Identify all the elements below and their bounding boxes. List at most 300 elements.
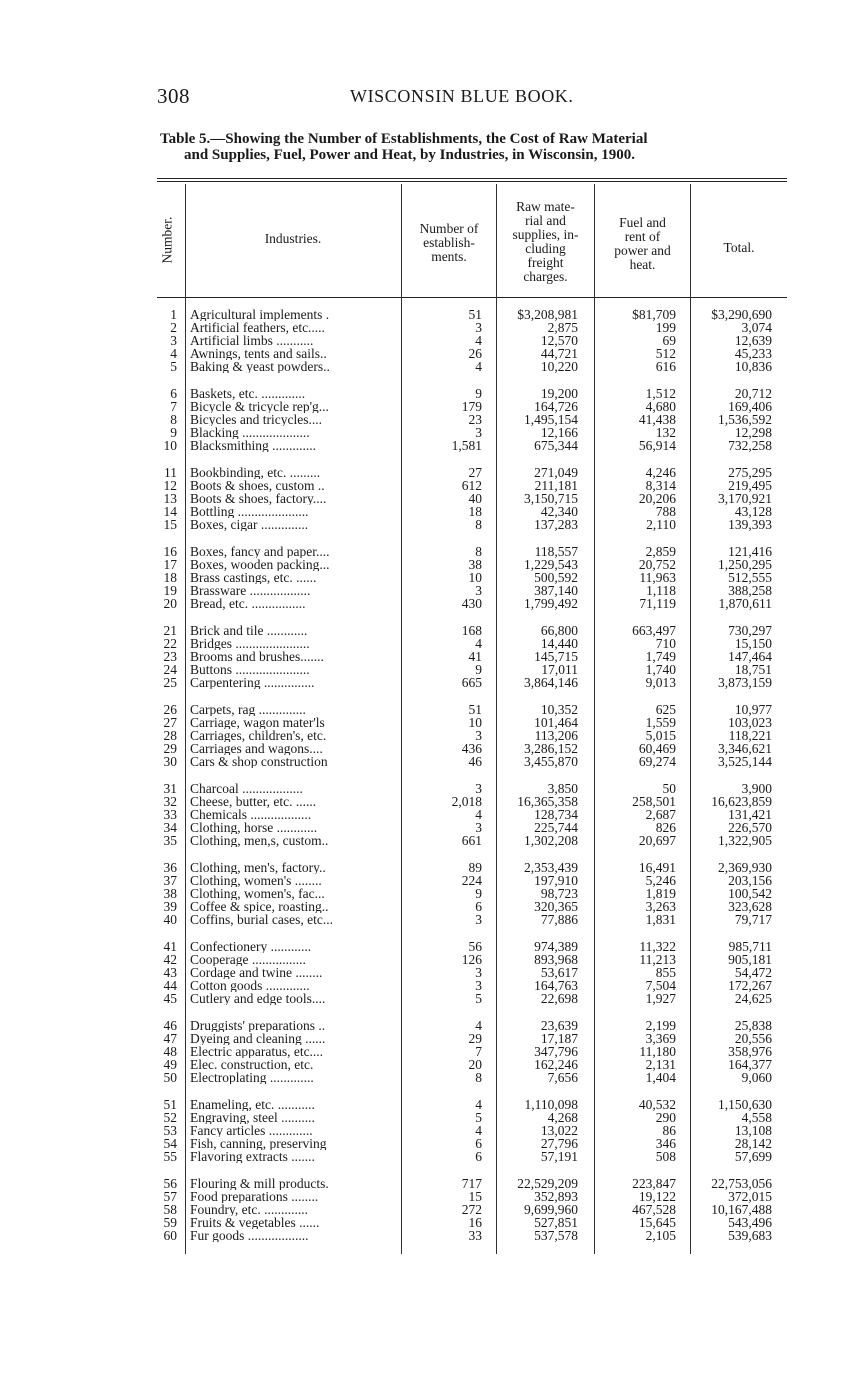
total-cell: 13,108 bbox=[734, 1122, 772, 1138]
industry-name: Boots & shoes, factory.... bbox=[190, 491, 327, 505]
total-cell: 10,836 bbox=[734, 358, 772, 374]
establishments-cell: 126 bbox=[461, 951, 482, 967]
table-top-rule bbox=[157, 178, 787, 179]
establishments-cell: 40 bbox=[468, 490, 482, 506]
fuel-cell: 3,369 bbox=[645, 1030, 676, 1046]
fuel-cell: 11,322 bbox=[639, 939, 676, 954]
row-number: 28 bbox=[163, 727, 177, 743]
industry-name: Bridges ...................... bbox=[190, 636, 310, 650]
fuel-cell: 199 bbox=[655, 319, 676, 335]
raw-material-cell: 2,875 bbox=[547, 319, 578, 335]
raw-material-cell: 137,283 bbox=[534, 516, 578, 532]
row-number: 21 bbox=[163, 623, 177, 638]
fuel-cell: 710 bbox=[655, 635, 676, 651]
raw-material-cell: 352,893 bbox=[534, 1188, 578, 1204]
raw-material-cell: 53,617 bbox=[540, 964, 578, 980]
row-number: 11 bbox=[164, 465, 177, 480]
industry-name: Brassware .................. bbox=[190, 583, 311, 597]
industry-name: Fruits & vegetables ...... bbox=[190, 1215, 320, 1229]
row-number: 32 bbox=[163, 793, 177, 809]
industry-name: Confectionery ............ bbox=[190, 940, 312, 953]
table-header-rule bbox=[157, 297, 787, 298]
fuel-cell: 3,263 bbox=[645, 898, 676, 914]
establishments-cell: 46 bbox=[468, 753, 482, 769]
column-divider bbox=[401, 184, 402, 1254]
column-divider bbox=[185, 184, 186, 1254]
industry-name: Chemicals .................. bbox=[190, 807, 312, 821]
raw-material-cell: 347,796 bbox=[534, 1043, 578, 1059]
fuel-cell: 19,122 bbox=[638, 1188, 676, 1204]
establishments-cell: 6 bbox=[475, 1135, 482, 1151]
establishments-cell: 4 bbox=[475, 1122, 482, 1138]
fuel-cell: 512 bbox=[655, 345, 676, 361]
raw-material-cell: 22,698 bbox=[540, 990, 578, 1006]
row-number: 54 bbox=[163, 1135, 177, 1151]
industry-name: Carpets, rag .............. bbox=[190, 703, 306, 716]
raw-material-cell: 527,851 bbox=[534, 1214, 578, 1230]
row-number: 2 bbox=[170, 319, 177, 335]
row-number: 36 bbox=[163, 860, 177, 875]
establishments-cell: 51 bbox=[468, 307, 482, 322]
header-raw-material: Raw mate- rial and supplies, in- cluding freight charges. bbox=[512, 199, 579, 284]
establishments-cell: 661 bbox=[461, 832, 482, 848]
raw-material-cell: 162,246 bbox=[534, 1056, 578, 1072]
total-cell: 543,496 bbox=[728, 1214, 772, 1230]
raw-material-cell: 118,557 bbox=[534, 544, 578, 559]
establishments-cell: 8 bbox=[475, 1069, 482, 1085]
fuel-cell: 8,314 bbox=[645, 477, 676, 493]
industry-name: Artificial feathers, etc..... bbox=[190, 320, 325, 334]
raw-material-cell: 225,744 bbox=[534, 819, 578, 835]
total-cell: 169,406 bbox=[728, 398, 772, 414]
total-cell: 226,570 bbox=[728, 819, 772, 835]
industry-name: Cars & shop construction bbox=[190, 754, 328, 768]
raw-material-cell: 3,455,870 bbox=[524, 753, 578, 769]
column-divider bbox=[496, 184, 497, 1254]
table-top-rule-2 bbox=[157, 181, 787, 182]
total-cell: 323,628 bbox=[728, 898, 772, 914]
industry-name: Flavoring extracts ....... bbox=[190, 1149, 315, 1163]
row-number: 46 bbox=[163, 1018, 177, 1033]
establishments-cell: 7 bbox=[475, 1043, 482, 1059]
establishments-cell: 3 bbox=[475, 819, 482, 835]
fuel-cell: 132 bbox=[655, 424, 676, 440]
fuel-cell: 9,013 bbox=[645, 674, 676, 690]
industry-name: Fur goods .................. bbox=[190, 1228, 309, 1242]
fuel-cell: 826 bbox=[655, 819, 676, 835]
fuel-cell: 20,697 bbox=[638, 832, 676, 848]
fuel-cell: 11,180 bbox=[639, 1043, 676, 1059]
industry-name: Buttons ...................... bbox=[190, 662, 310, 676]
total-cell: 103,023 bbox=[728, 714, 772, 730]
raw-material-cell: 675,344 bbox=[534, 437, 578, 453]
industry-name: Brick and tile ............ bbox=[190, 624, 308, 637]
row-number: 35 bbox=[163, 832, 177, 848]
industry-name: Carriage, wagon mater'ls bbox=[190, 715, 325, 729]
total-cell: 22,753,056 bbox=[711, 1176, 772, 1191]
total-cell: 3,346,621 bbox=[718, 740, 772, 756]
industry-name: Carpentering ............... bbox=[190, 675, 315, 689]
fuel-cell: 15,645 bbox=[638, 1214, 676, 1230]
establishments-cell: 5 bbox=[475, 1109, 482, 1125]
fuel-cell: 2,105 bbox=[645, 1227, 676, 1243]
fuel-cell: 56,914 bbox=[638, 437, 676, 453]
raw-material-cell: 113,206 bbox=[534, 727, 578, 743]
industry-name: Dyeing and cleaning ...... bbox=[190, 1031, 326, 1045]
establishments-cell: 1,581 bbox=[451, 437, 482, 453]
total-cell: 139,393 bbox=[728, 516, 772, 532]
industry-name: Agricultural implements . bbox=[190, 308, 330, 321]
industry-name: Cordage and twine ........ bbox=[190, 965, 323, 979]
row-number: 45 bbox=[163, 990, 177, 1006]
row-number: 7 bbox=[170, 398, 177, 414]
row-number: 53 bbox=[163, 1122, 177, 1138]
establishments-cell: 3 bbox=[475, 424, 482, 440]
establishments-cell: 224 bbox=[461, 872, 482, 888]
industry-name: Clothing, men's, factory.. bbox=[190, 861, 326, 874]
total-cell: 4,558 bbox=[741, 1109, 772, 1125]
total-cell: 79,717 bbox=[734, 911, 772, 927]
raw-material-cell: 14,440 bbox=[540, 635, 578, 651]
industry-name: Bottling ..................... bbox=[190, 504, 309, 518]
raw-material-cell: 23,639 bbox=[540, 1018, 578, 1033]
row-number: 40 bbox=[163, 911, 177, 927]
raw-material-cell: 4,268 bbox=[547, 1109, 578, 1125]
raw-material-cell: 3,286,152 bbox=[524, 740, 578, 756]
raw-material-cell: 9,699,960 bbox=[524, 1201, 578, 1217]
fuel-cell: $81,709 bbox=[632, 307, 676, 322]
industry-name: Blacking .................... bbox=[190, 425, 310, 439]
row-number: 29 bbox=[163, 740, 177, 756]
industry-name: Bookbinding, etc. ......... bbox=[190, 466, 321, 479]
establishments-cell: 9 bbox=[475, 885, 482, 901]
establishments-cell: 8 bbox=[475, 516, 482, 532]
industry-name: Clothing, women's, fac... bbox=[190, 886, 325, 900]
fuel-cell: 223,847 bbox=[632, 1176, 676, 1191]
row-number: 30 bbox=[163, 753, 177, 769]
establishments-cell: 3 bbox=[475, 727, 482, 743]
total-cell: 9,060 bbox=[741, 1069, 772, 1085]
row-number: 23 bbox=[163, 648, 177, 664]
row-number: 43 bbox=[163, 964, 177, 980]
raw-material-cell: 1,799,492 bbox=[524, 595, 578, 611]
total-cell: 10,977 bbox=[734, 702, 772, 717]
total-cell: 12,639 bbox=[734, 332, 772, 348]
establishments-cell: 4 bbox=[475, 332, 482, 348]
establishments-cell: 9 bbox=[475, 661, 482, 677]
establishments-cell: 168 bbox=[461, 623, 482, 638]
row-number: 33 bbox=[163, 806, 177, 822]
row-number: 39 bbox=[163, 898, 177, 914]
raw-material-cell: 12,570 bbox=[540, 332, 578, 348]
total-cell: 54,472 bbox=[734, 964, 772, 980]
industry-name: Cheese, butter, etc. ...... bbox=[190, 794, 317, 808]
table-caption bbox=[160, 131, 790, 163]
total-cell: 985,711 bbox=[728, 939, 772, 954]
raw-material-cell: 320,365 bbox=[534, 898, 578, 914]
establishments-cell: 26 bbox=[468, 345, 482, 361]
raw-material-cell: 271,049 bbox=[534, 465, 578, 480]
raw-material-cell: 10,352 bbox=[540, 702, 578, 717]
establishments-cell: 23 bbox=[468, 411, 482, 427]
row-number: 34 bbox=[163, 819, 177, 835]
raw-material-cell: 1,110,098 bbox=[524, 1097, 578, 1112]
fuel-cell: 60,469 bbox=[638, 740, 676, 756]
total-cell: 730,297 bbox=[728, 623, 772, 638]
row-number: 51 bbox=[163, 1097, 177, 1112]
total-cell: 905,181 bbox=[728, 951, 772, 967]
establishments-cell: 10 bbox=[468, 569, 482, 585]
row-number: 4 bbox=[170, 345, 177, 361]
raw-material-cell: 1,229,543 bbox=[524, 556, 578, 572]
row-number: 38 bbox=[163, 885, 177, 901]
fuel-cell: 5,015 bbox=[645, 727, 676, 743]
row-number: 56 bbox=[163, 1176, 177, 1191]
total-cell: 2,369,930 bbox=[718, 860, 772, 875]
row-number: 22 bbox=[163, 635, 177, 651]
fuel-cell: 1,559 bbox=[645, 714, 676, 730]
fuel-cell: 290 bbox=[655, 1109, 676, 1125]
total-cell: 25,838 bbox=[734, 1018, 772, 1033]
row-number: 16 bbox=[163, 544, 177, 559]
fuel-cell: 50 bbox=[662, 781, 676, 796]
row-number: 47 bbox=[163, 1030, 177, 1046]
fuel-cell: 2,687 bbox=[645, 806, 676, 822]
total-cell: 1,870,611 bbox=[718, 595, 772, 611]
establishments-cell: 4 bbox=[475, 1018, 482, 1033]
fuel-cell: 788 bbox=[655, 503, 676, 519]
fuel-cell: 1,927 bbox=[645, 990, 676, 1006]
header-total: Total. bbox=[723, 240, 755, 255]
establishments-cell: 20 bbox=[468, 1056, 482, 1072]
total-cell: 1,536,592 bbox=[718, 411, 772, 427]
total-cell: 3,525,144 bbox=[718, 753, 772, 769]
raw-material-cell: 893,968 bbox=[534, 951, 578, 967]
fuel-cell: 1,118 bbox=[646, 582, 676, 598]
raw-material-cell: 128,734 bbox=[534, 806, 578, 822]
fuel-cell: 1,819 bbox=[645, 885, 676, 901]
industry-name: Boxes, cigar .............. bbox=[190, 517, 309, 531]
fuel-cell: 2,110 bbox=[646, 516, 676, 532]
industry-name: Bread, etc. ................ bbox=[190, 596, 306, 610]
industry-name: Clothing, horse ............ bbox=[190, 820, 318, 834]
establishments-cell: 15 bbox=[468, 1188, 482, 1204]
raw-material-cell: 17,187 bbox=[540, 1030, 578, 1046]
raw-material-cell: 98,723 bbox=[540, 885, 578, 901]
row-number: 49 bbox=[163, 1056, 177, 1072]
fuel-cell: 20,206 bbox=[638, 490, 676, 506]
total-cell: 57,699 bbox=[734, 1148, 772, 1164]
total-cell: 3,900 bbox=[741, 781, 772, 796]
establishments-cell: 4 bbox=[475, 358, 482, 374]
industry-name: Artificial limbs ........... bbox=[190, 333, 314, 347]
establishments-cell: 3 bbox=[475, 319, 482, 335]
establishments-cell: 4 bbox=[475, 635, 482, 651]
industry-name: Boxes, wooden packing... bbox=[190, 557, 330, 571]
row-number: 1 bbox=[170, 307, 177, 322]
total-cell: 203,156 bbox=[728, 872, 772, 888]
row-number: 20 bbox=[163, 595, 177, 611]
raw-material-cell: 211,181 bbox=[534, 477, 578, 493]
fuel-cell: 5,246 bbox=[645, 872, 676, 888]
raw-material-cell: 66,800 bbox=[540, 623, 578, 638]
fuel-cell: 71,119 bbox=[639, 595, 676, 611]
establishments-cell: 56 bbox=[468, 939, 482, 954]
total-cell: 28,142 bbox=[734, 1135, 772, 1151]
row-number: 14 bbox=[163, 503, 177, 519]
total-cell: 147,464 bbox=[728, 648, 772, 664]
establishments-cell: 717 bbox=[461, 1176, 482, 1191]
industry-name: Cutlery and edge tools.... bbox=[190, 991, 326, 1005]
total-cell: 164,377 bbox=[728, 1056, 772, 1072]
page-number: 308 bbox=[157, 84, 190, 108]
total-cell: $3,290,690 bbox=[711, 307, 772, 322]
establishments-cell: 29 bbox=[468, 1030, 482, 1046]
row-number: 25 bbox=[163, 674, 177, 690]
raw-material-cell: 22,529,209 bbox=[517, 1176, 578, 1191]
raw-material-cell: 500,592 bbox=[534, 569, 578, 585]
total-cell: 1,322,905 bbox=[718, 832, 772, 848]
establishments-cell: 665 bbox=[461, 674, 482, 690]
industry-name: Boots & shoes, custom .. bbox=[190, 478, 325, 492]
industry-name: Boxes, fancy and paper.... bbox=[190, 545, 330, 558]
fuel-cell: 7,504 bbox=[645, 977, 676, 993]
industry-name: Fancy articles ............. bbox=[190, 1123, 313, 1137]
raw-material-cell: 1,495,154 bbox=[524, 411, 578, 427]
industry-name: Clothing, men,s, custom.. bbox=[190, 833, 329, 847]
fuel-cell: 41,438 bbox=[638, 411, 676, 427]
running-header: WISCONSIN BLUE BOOK. bbox=[350, 86, 574, 106]
caption-line-1: Table 5.—Showing the Number of Establishments, the Cost of Raw Material bbox=[160, 131, 648, 147]
establishments-cell: 89 bbox=[468, 860, 482, 875]
total-cell: 20,712 bbox=[734, 386, 772, 401]
raw-material-cell: 3,150,715 bbox=[524, 490, 578, 506]
total-cell: 45,233 bbox=[734, 345, 772, 361]
establishments-cell: 272 bbox=[461, 1201, 482, 1217]
row-number: 52 bbox=[163, 1109, 177, 1125]
fuel-cell: 346 bbox=[655, 1135, 676, 1151]
total-cell: 388,258 bbox=[728, 582, 772, 598]
industry-name: Brass castings, etc. ...... bbox=[190, 570, 317, 584]
establishments-cell: 3 bbox=[475, 964, 482, 980]
column-divider bbox=[690, 184, 691, 1254]
fuel-cell: 11,213 bbox=[639, 951, 676, 967]
establishments-cell: 16 bbox=[468, 1214, 482, 1230]
column-divider bbox=[594, 184, 595, 1254]
establishments-cell: 6 bbox=[475, 1148, 482, 1164]
total-cell: 372,015 bbox=[728, 1188, 772, 1204]
industry-name: Carriages, children's, etc. bbox=[190, 728, 327, 742]
raw-material-cell: 10,220 bbox=[540, 358, 578, 374]
raw-material-cell: 17,011 bbox=[541, 661, 578, 677]
total-cell: 539,683 bbox=[728, 1227, 772, 1243]
total-cell: 16,623,859 bbox=[711, 793, 772, 809]
establishments-cell: 6 bbox=[475, 898, 482, 914]
fuel-cell: 1,404 bbox=[645, 1069, 676, 1085]
total-cell: 3,873,159 bbox=[718, 674, 772, 690]
raw-material-cell: 19,200 bbox=[540, 386, 578, 401]
fuel-cell: 11,963 bbox=[639, 569, 676, 585]
fuel-cell: 69 bbox=[662, 332, 676, 348]
fuel-cell: 2,199 bbox=[645, 1018, 676, 1033]
row-number: 18 bbox=[163, 569, 177, 585]
establishments-cell: 5 bbox=[475, 990, 482, 1006]
fuel-cell: 616 bbox=[655, 358, 676, 374]
row-number: 42 bbox=[163, 951, 177, 967]
total-cell: 512,555 bbox=[728, 569, 772, 585]
industry-name: Flouring & mill products. bbox=[190, 1177, 329, 1190]
total-cell: 172,267 bbox=[728, 977, 772, 993]
establishments-cell: 3 bbox=[475, 781, 482, 796]
establishments-cell: 38 bbox=[468, 556, 482, 572]
total-cell: 10,167,488 bbox=[711, 1201, 772, 1217]
row-number: 5 bbox=[170, 358, 177, 374]
raw-material-cell: 57,191 bbox=[540, 1148, 578, 1164]
raw-material-cell: 164,763 bbox=[534, 977, 578, 993]
row-number: 60 bbox=[163, 1227, 177, 1243]
raw-material-cell: 145,715 bbox=[534, 648, 578, 664]
establishments-cell: 179 bbox=[461, 398, 482, 414]
industry-name: Baking & yeast powders.. bbox=[190, 359, 330, 373]
row-number: 26 bbox=[163, 702, 177, 717]
total-cell: 12,298 bbox=[734, 424, 772, 440]
fuel-cell: 86 bbox=[662, 1122, 676, 1138]
header-establishments: Number of establish- ments. bbox=[419, 221, 479, 264]
total-cell: 121,416 bbox=[728, 544, 772, 559]
fuel-cell: 16,491 bbox=[638, 860, 676, 875]
establishments-cell: 3 bbox=[475, 911, 482, 927]
establishments-cell: 3 bbox=[475, 582, 482, 598]
fuel-cell: 1,740 bbox=[645, 661, 676, 677]
row-number: 37 bbox=[163, 872, 177, 888]
fuel-cell: 2,131 bbox=[645, 1056, 676, 1072]
row-number: 41 bbox=[163, 939, 177, 954]
industry-name: Brooms and brushes....... bbox=[190, 649, 324, 663]
total-cell: 43,128 bbox=[734, 503, 772, 519]
establishments-cell: 41 bbox=[468, 648, 482, 664]
fuel-cell: 40,532 bbox=[638, 1097, 676, 1112]
total-cell: 1,250,295 bbox=[718, 556, 772, 572]
total-cell: 219,495 bbox=[728, 477, 772, 493]
fuel-cell: 1,749 bbox=[645, 648, 676, 664]
raw-material-cell: 3,850 bbox=[547, 781, 578, 796]
row-number: 8 bbox=[170, 411, 177, 427]
fuel-cell: 663,497 bbox=[632, 623, 676, 638]
total-cell: 732,258 bbox=[728, 437, 772, 453]
industry-name: Fish, canning, preserving bbox=[190, 1136, 327, 1150]
row-number: 13 bbox=[163, 490, 177, 506]
row-number: 55 bbox=[163, 1148, 177, 1164]
industry-name: Blacksmithing ............. bbox=[190, 438, 316, 452]
header-number: Number. bbox=[159, 216, 174, 264]
raw-material-cell: 164,726 bbox=[534, 398, 578, 414]
raw-material-cell: 537,578 bbox=[534, 1227, 578, 1243]
industry-name: Awnings, tents and sails.. bbox=[190, 346, 327, 360]
total-cell: 100,542 bbox=[728, 885, 772, 901]
row-number: 12 bbox=[163, 477, 177, 493]
fuel-cell: 4,246 bbox=[645, 465, 676, 480]
total-cell: 275,295 bbox=[728, 465, 772, 480]
raw-material-cell: 1,302,208 bbox=[524, 832, 578, 848]
industry-name: Electroplating ............. bbox=[190, 1070, 314, 1084]
row-number: 10 bbox=[163, 437, 177, 453]
fuel-cell: 1,512 bbox=[645, 386, 676, 401]
industry-name: Coffee & spice, roasting.. bbox=[190, 899, 329, 913]
establishments-cell: 436 bbox=[461, 740, 482, 756]
raw-material-cell: 7,656 bbox=[547, 1069, 578, 1085]
industry-name: Electric apparatus, etc.... bbox=[190, 1044, 324, 1058]
fuel-cell: 1,831 bbox=[645, 911, 676, 927]
